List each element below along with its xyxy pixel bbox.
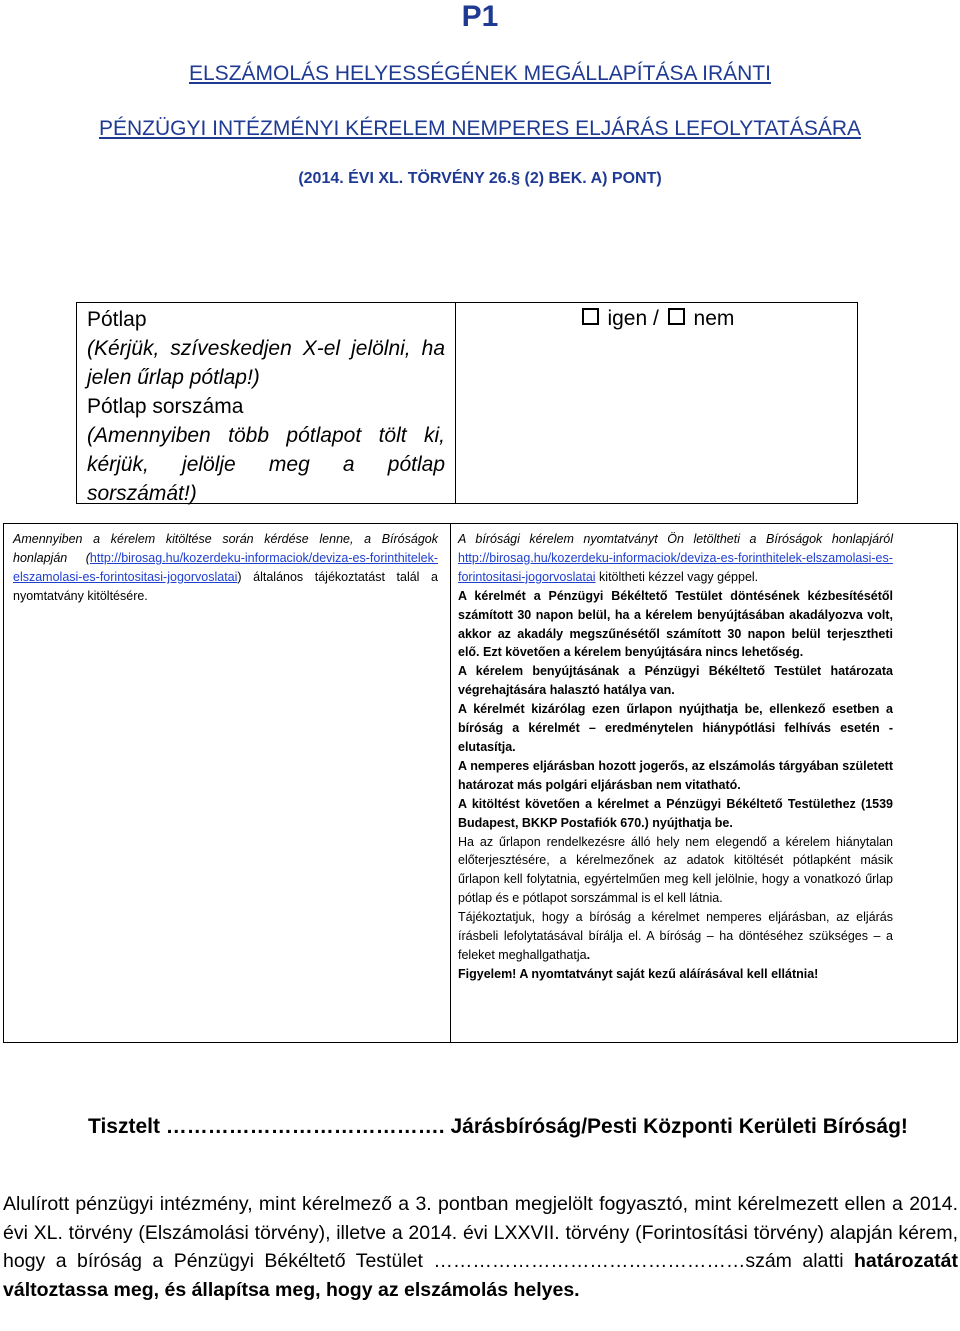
- no-checkbox[interactable]: [668, 308, 685, 325]
- court-website-link[interactable]: http://birosag.hu/kozerdeku-informaciok/deviza-es-forinthitelek-elszamolasi-es-forintositasi-jogorvoslatai: [13, 551, 438, 584]
- title-line-2: PÉNZÜGYI INTÉZMÉNYI KÉRELEM NEMPERES ELJÁRÁS LEFOLYTATÁSÁRA: [99, 117, 861, 140]
- potlap-answer-cell[interactable]: [455, 302, 858, 504]
- information-divider: [450, 523, 451, 1043]
- form-download-link[interactable]: http://birosag.hu/kozerdeku-informaciok/deviza-es-forinthitelek-elszamolasi-es-forintositasi-jogorvoslatai: [458, 550, 893, 584]
- request-text: Alulírott pénzügyi intézmény, mint kérelmező a 3. pontban megjelölt fogyasztó, mint kérelmezett ellen a 2014. évi XL. törvény (Elszámolási törvény), illetve a 2014. évi LXXVII. törvény (Forintosítási törvény) alapján kérem, hogy a bíróság a Pénzügyi Békéltető Testület …………………………………………szám alatti: [3, 1193, 958, 1272]
- suspensive-effect-note: A kérelem benyújtásának a Pénzügyi Békéltető Testület határozata végrehajtására halasztó hatálya van.: [458, 664, 893, 698]
- no-label: nem: [693, 307, 735, 330]
- download-note-end: kitöltheti kézzel vagy géppel.: [595, 569, 759, 584]
- request-body: [3, 1190, 958, 1304]
- yes-label: igen /: [607, 307, 659, 330]
- potlap-number-hint: (Amennyiben több pótlapot tölt ki, kérjük, jelölje meg a pótlap sorszámát!): [87, 424, 445, 505]
- court-greeting: Tisztelt …………………………………. Járásbíróság/Pesti Központi Kerületi Bíróság!: [88, 1115, 908, 1138]
- potlap-number-label: Pótlap sorszáma: [87, 395, 244, 418]
- supplement-note: Ha az űrlapon rendelkezésre álló hely nem elegendő a kérelem hiánytalan előterjesztésére, a kérelmezőnek az adatok kitöltését pótlapként másik űrlapon kell folytatnia, egyértelműen meg kell jelölnie, hogy a vonatkozó űrlap pótlap és e pótlapot sorszámmal is el kell látnia.: [458, 834, 893, 906]
- yes-no-choice: [456, 303, 857, 331]
- procedure-note-end: .: [586, 947, 591, 962]
- potlap-hint: (Kérjük, szíveskedjen X-el jelölni, ha jelen űrlap pótlap!): [87, 337, 445, 389]
- potlap-question-cell: [76, 302, 456, 504]
- potlap-label: Pótlap: [87, 308, 147, 331]
- title-line-3: (2014. ÉVI XL. TÖRVÉNY 26.§ (2) BEK. A) PONT): [298, 170, 662, 187]
- deadline-note: A kérelmét a Pénzügyi Békéltető Testület döntésének kézbesítésétől számított 30 napon belül, ha a kérelem benyújtásában akadályozva volt, akkor az akadály megszűnésétől számított 30 napon belül terjesztheti elő. Ezt követően a kérelem benyújtására nincs lehetőség.: [458, 588, 893, 660]
- title-line-1: ELSZÁMOLÁS HELYESSÉGÉNEK MEGÁLLAPÍTÁSA IRÁNTI: [189, 62, 771, 85]
- signature-warning: Figyelem! A nyomtatványt saját kezű aláírásával kell ellátnia!: [458, 966, 819, 981]
- request-bold-text: határozatát változtassa meg, és állapítsa meg, hogy az elszámolás helyes.: [3, 1250, 958, 1301]
- info-right-column: [458, 530, 893, 984]
- info-left-outro: ) általános tájékoztatást talál a nyomtatvány kitöltésére.: [13, 570, 438, 603]
- info-left-column: [13, 530, 438, 606]
- submission-address-note: A kitöltést követően a kérelmet a Pénzügyi Békéltető Testülethez (1539 Budapest, BKKP Postafiók 670.) nyújthatja be.: [458, 796, 893, 830]
- procedure-note: Tájékoztatjuk, hogy a bíróság a kérelmet nemperes eljárásban, az eljárás írásbeli lefolytatásával bírálja el. A bíróság – ha döntéséhez szükséges – a feleket meghallgathatja: [458, 910, 893, 962]
- yes-checkbox[interactable]: [582, 308, 599, 325]
- form-only-note: A kérelmét kizárólag ezen űrlapon nyújthatja be, ellenkező esetben a bíróság a kérelmét – eredménytelen hiánypótlási felhívás esetén - elutasítja.: [458, 702, 893, 754]
- form-code: P1: [461, 0, 499, 33]
- download-note: A bírósági kérelem nyomtatványt Ön letöltheti a Bíróságok honlapjáról: [458, 532, 893, 546]
- binding-decision-note: A nemperes eljárásban hozott jogerős, az elszámolás tárgyában született határozat más polgári eljárásban nem vitatható.: [458, 758, 893, 792]
- info-left-intro: Amennyiben a kérelem kitöltése során kérdése lenne, a Bíróságok honlapján (: [13, 532, 438, 565]
